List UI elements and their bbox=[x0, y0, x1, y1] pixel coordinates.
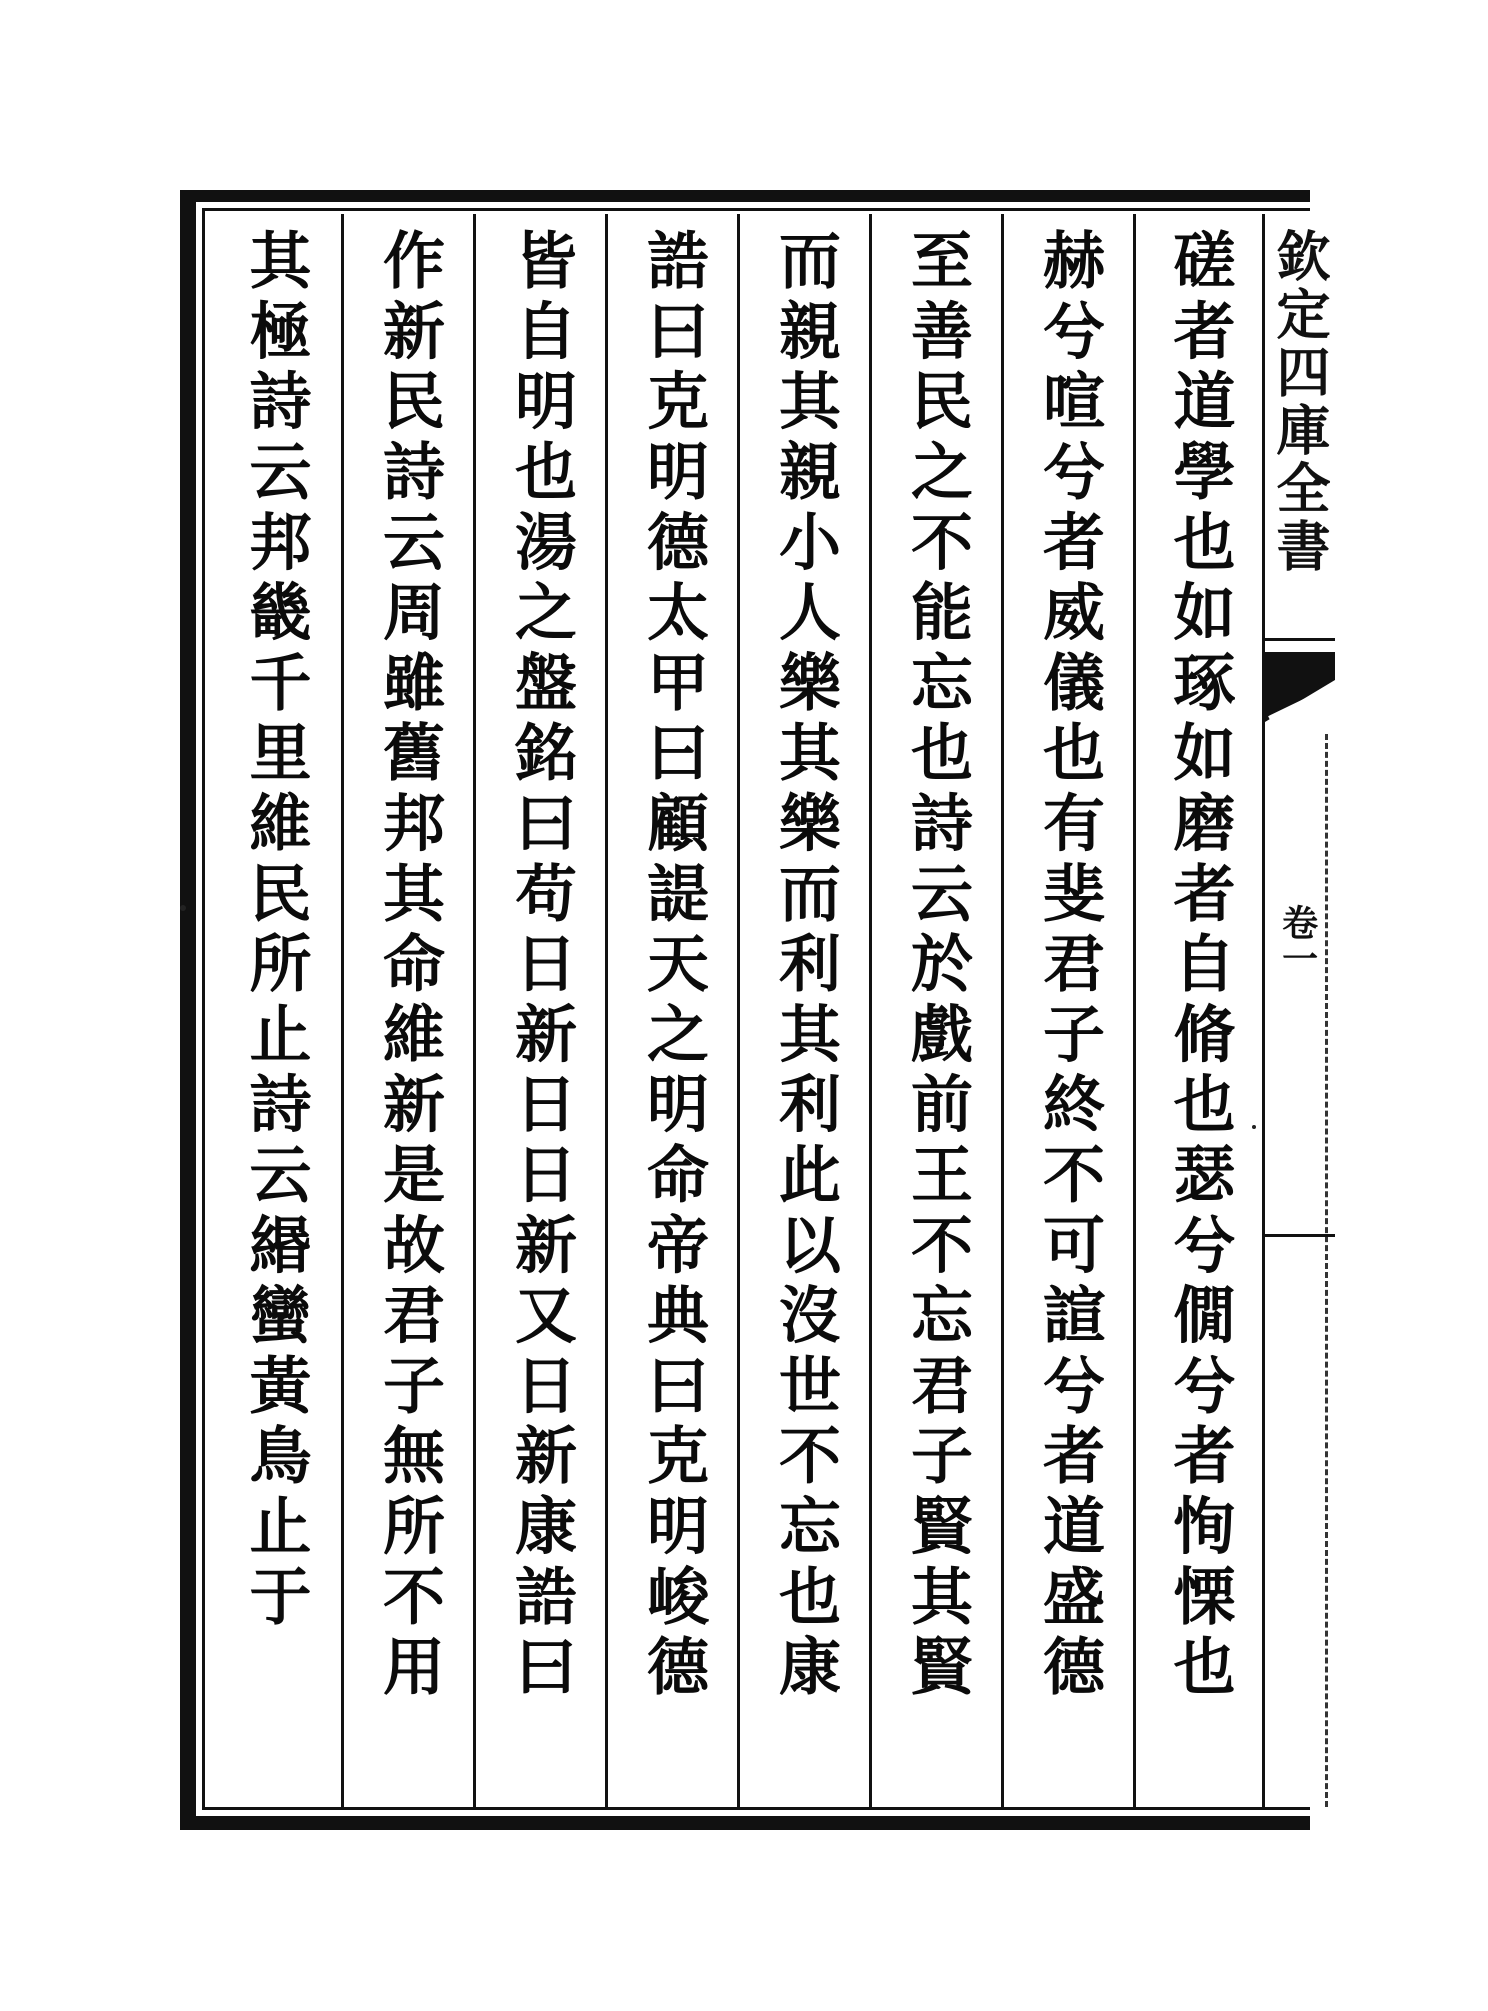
fishtail-mark-icon bbox=[1265, 652, 1335, 722]
inner-frame bbox=[202, 208, 1332, 1810]
volume-label: 卷一 bbox=[1276, 904, 1319, 976]
text-column-4 bbox=[737, 214, 869, 1807]
text-columns bbox=[208, 214, 1265, 1807]
center-fold-margin bbox=[1265, 214, 1335, 1807]
scan-speck bbox=[1252, 1125, 1256, 1129]
text-column-6 bbox=[473, 214, 605, 1807]
text-column-2 bbox=[1001, 214, 1133, 1807]
column-text: 至善民之不能忘也詩云於戲前王不忘君子賢其賢 bbox=[900, 228, 974, 1705]
column-text: 其極詩云邦畿千里維民所止詩云緡蠻黃鳥止于 bbox=[239, 228, 312, 1634]
column-text: 作新民詩云周雖舊邦其命維新是故君子無所不用 bbox=[372, 228, 446, 1705]
column-text: 誥曰克明德太甲曰顧諟天之明命帝典曰克明峻德 bbox=[636, 228, 710, 1705]
text-column-5 bbox=[605, 214, 737, 1807]
column-text: 赫兮喧兮者威儀也有斐君子終不可諠兮者道盛德 bbox=[1032, 228, 1106, 1705]
text-column-3 bbox=[869, 214, 1001, 1807]
column-text: 磋者道學也如琢如磨者自脩也瑟兮僩兮者恂慄也 bbox=[1163, 228, 1236, 1705]
column-text: 而親其親小人樂其樂而利其利此以沒世不忘也康 bbox=[768, 228, 842, 1705]
margin-rule bbox=[1265, 638, 1335, 641]
book-title: 欽定四庫全書 bbox=[1268, 228, 1332, 576]
page-frame bbox=[180, 190, 1332, 1830]
margin-dotted-rule bbox=[1325, 734, 1328, 1807]
margin-rule-lower bbox=[1265, 1234, 1335, 1237]
text-column-1 bbox=[1133, 214, 1265, 1807]
column-text: 皆自明也湯之盤銘曰苟日新日日新又日新康誥曰 bbox=[504, 228, 578, 1705]
scan-speck bbox=[180, 905, 186, 911]
text-column-8 bbox=[209, 214, 341, 1807]
text-column-7 bbox=[341, 214, 473, 1807]
